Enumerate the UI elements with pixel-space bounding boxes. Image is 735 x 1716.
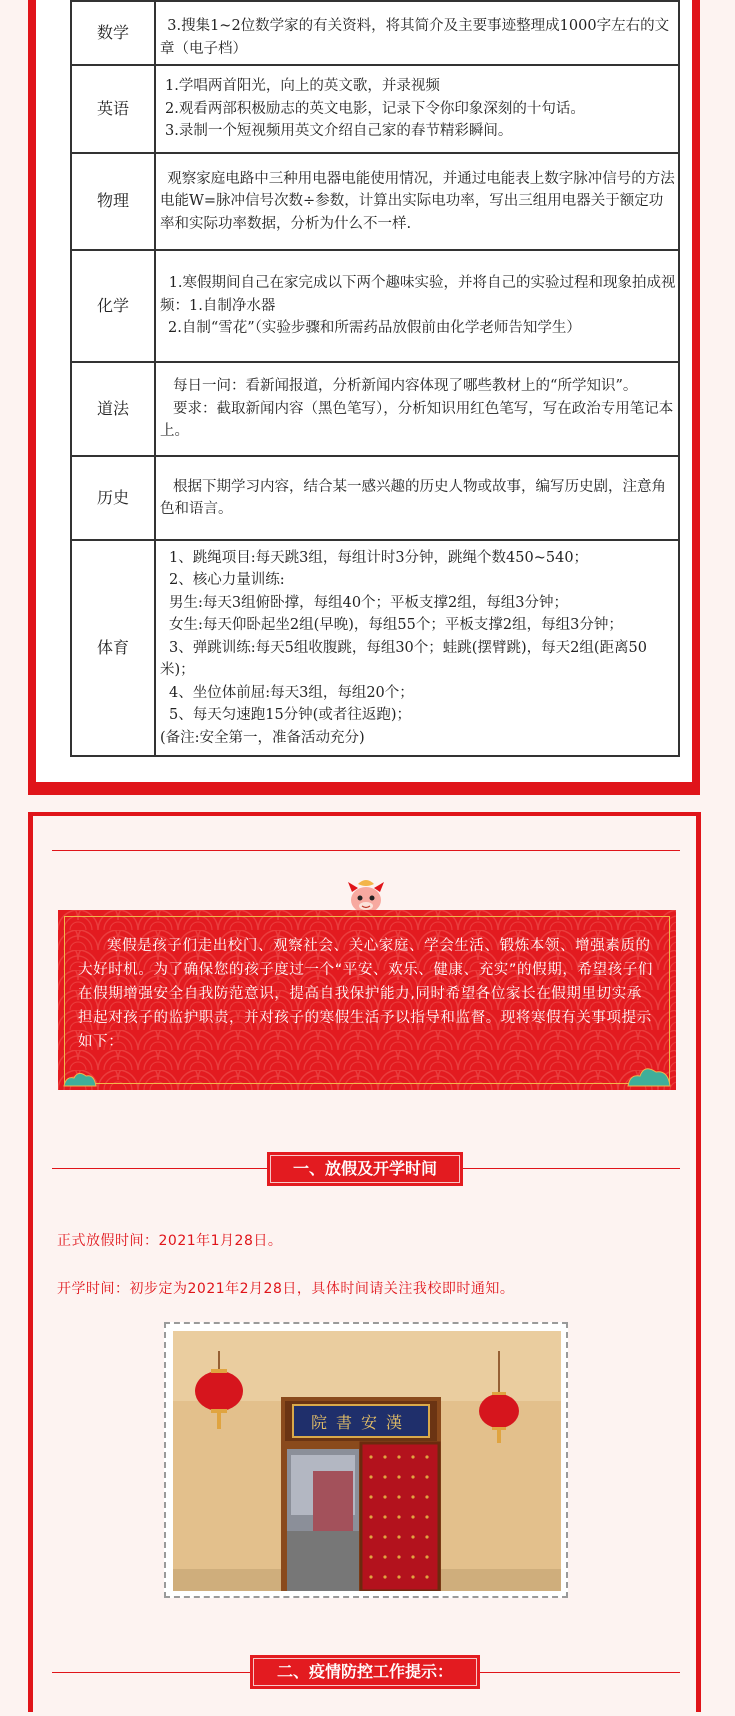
homework-table [70,0,680,757]
task-line: (备注:安全第一，准备活动充分) [160,729,365,746]
task-line: 观察家庭电路中三种用电器电能使用情况，并通过电能表上数字脉冲信号的方法电能W=脉冲信号次数÷参数，计算出实际电功率，写出三组用电器关于额定功率和实际功率数据，分析为什么不一样. [160,170,675,232]
svg-text:院書安漢: 院書安漢 [310,1413,412,1432]
task-cell [155,250,679,362]
task-line: 3.录制一个短视频用英文介绍自己家的春节精彩瞬间。 [165,123,513,140]
task-line: 2.自制“雪花”（实验步骤和所需药品放假前由化学老师告知学生） [168,320,581,337]
task-cell [155,540,679,756]
task-line: 2、核心力量训练: [169,572,285,589]
subject-cell: 化学 [71,250,155,362]
task-line: 男生:每天3组俯卧撑，每组40个；平板支撑2组，每组3分钟； [169,594,569,611]
task-line: 5、每天匀速跑15分钟(或者往返跑)； [169,707,411,724]
section-title-text: 二、疫情防控工作提示： [276,1662,453,1681]
table-row [71,1,679,65]
photo-illustration [173,1331,561,1591]
task-line: 3、弹跳训练:每天5组收腹跳，每组30个；蛙跳(摆臂跳)，每天2组(距离50米)； [160,639,647,679]
task-cell [155,1,679,65]
section-title-2 [250,1655,480,1689]
subject-cell: 历史 [71,456,155,540]
task-line: 1、跳绳项目:每天跳3组，每组计时3分钟，跳绳个数450~540； [169,549,589,566]
intro-text: 寒假是孩子们走出校门、观察社会、关心家庭、学会生活、锻炼本领、增强素质的大好时机。为了确保您的孩子度过一个“平安、欢乐、健康、充实”的假期，希望孩子们在假期增强安全自我防范意识，提高自我保护能力,同时希望各位家长在假期里切实承担起对孩子的监护职责，并对孩子的寒假生活予以指导和监督。现将寒假有关事项提示如下： [78,938,653,1050]
subject-cell: 体育 [71,540,155,756]
table-row [71,362,679,456]
cloud-left-icon [62,1068,98,1088]
table-card-inner [36,0,692,782]
table-row [71,250,679,362]
holiday-date: 正式放假时间：2021年1月28日。 [57,1233,283,1249]
table-row [71,153,679,250]
task-line: 女生:每天仰卧起坐2组(早晚)，每组55个；平板支撑2组，每组3分钟； [169,617,623,634]
divider-line [52,850,680,851]
section-title-1 [267,1152,463,1186]
intro-banner [58,910,676,1090]
task-line: 4、坐位体前屈:每天3组，每组20个； [169,684,414,701]
task-cell [155,65,679,153]
task-line: 根据下期学习内容，结合某一感兴趣的历史人物或故事，编写历史剧，注意角色和语言。 [160,478,667,517]
table-row [71,65,679,153]
task-line: 每日一问：看新闻报道，分析新闻内容体现了哪些教材上的“所学知识”。 [173,378,638,395]
task-line: 2.观看两部积极励志的英文电影，记录下令你印象深刻的十句话。 [165,100,585,117]
school-start-date: 开学时间：初步定为2021年2月28日，具体时间请关注我校即时通知。 [57,1281,515,1297]
subject-cell: 数学 [71,1,155,65]
section-title-text: 一、放假及开学时间 [292,1159,437,1178]
table-row [71,540,679,756]
table-row [71,456,679,540]
photo-image [173,1331,561,1591]
task-line: 3.搜集1~2位数学家的有关资料，将其简介及主要事迹整理成1000字左右的文章（电子档） [160,18,670,57]
school-gate-photo [164,1322,568,1598]
table-card [28,0,700,795]
cloud-right-icon [626,1062,672,1088]
task-cell [155,456,679,540]
task-cell [155,153,679,250]
task-cell [155,362,679,456]
subject-cell: 英语 [71,65,155,153]
task-line: 1.学唱两首阳光，向上的英文歌，并录视频 [165,78,440,95]
task-line: 1.寒假期间自己在家完成以下两个趣味实验，并将自己的实验过程和现象拍成视频：1.自制净水器 [160,275,676,314]
subject-cell: 道法 [71,362,155,456]
task-line: 要求：截取新闻内容（黑色笔写），分析知识用红色笔写，写在政治专用笔记本上。 [160,400,674,440]
subject-cell: 物理 [71,153,155,250]
